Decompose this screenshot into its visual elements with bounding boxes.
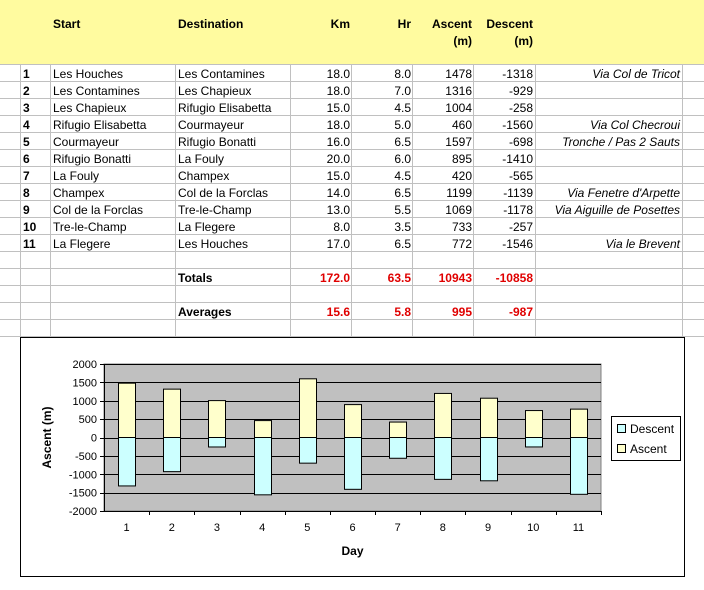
col-header-ascent-unit[interactable]: (m) [453,34,472,48]
descent-cell[interactable]: -698 [508,135,533,149]
descent-cell[interactable]: -1560 [502,118,533,132]
hr-cell[interactable]: 5.5 [394,203,411,217]
y-tick-label: 1500 [72,377,97,390]
hr-cell[interactable]: 7.0 [394,84,411,98]
totals-hr[interactable]: 63.5 [387,271,411,285]
descent-bar[interactable] [390,438,407,459]
averages-descent[interactable]: -987 [508,305,533,319]
descent-bar[interactable] [526,438,543,447]
destination-cell[interactable]: La Fouly [178,152,225,166]
destination-cell[interactable]: Rifugio Bonatti [178,135,257,149]
destination-cell[interactable]: Courmayeur [178,118,245,132]
hr-cell[interactable]: 5.0 [394,118,411,132]
note-cell[interactable] [537,219,680,236]
col-header-hr[interactable]: Hr [397,17,411,31]
km-cell[interactable]: 14.0 [326,186,350,200]
destination-cell[interactable]: Les Chapieux [178,84,252,98]
averages-hr[interactable]: 5.8 [394,305,411,319]
col-header-km[interactable]: Km [330,17,350,31]
descent-cell[interactable]: -1139 [503,186,533,200]
ascent-bar[interactable] [390,422,407,437]
day-cell[interactable]: 7 [23,169,30,183]
hr-cell[interactable]: 6.5 [394,135,411,149]
note-cell[interactable] [537,83,680,100]
destination-cell[interactable]: Tre-le-Champ [178,203,252,217]
day-cell[interactable]: 8 [23,186,30,200]
averages-ascent[interactable]: 995 [451,305,472,319]
note-cell[interactable]: Tronche / Pas 2 Sauts [562,135,680,149]
descent-cell[interactable]: -258 [508,101,533,115]
ascent-bar[interactable] [300,379,317,438]
start-cell[interactable]: Courmayeur [53,135,120,149]
ascent-bar[interactable] [481,398,498,437]
day-cell[interactable]: 6 [23,152,30,166]
hr-cell[interactable]: 6.5 [394,186,411,200]
km-cell[interactable]: 15.0 [326,169,350,183]
totals-km[interactable]: 172.0 [319,271,350,285]
km-cell[interactable]: 18.0 [326,84,350,98]
note-cell[interactable]: Via Aiguille de Posettes [554,203,680,217]
note-cell[interactable]: Via le Brevent [605,237,680,251]
x-tick-label: 3 [213,522,221,534]
legend-swatch-descent [618,425,626,433]
start-cell[interactable]: Champex [53,186,105,200]
descent-cell[interactable]: -1178 [503,203,533,217]
note-cell[interactable] [537,151,680,168]
x-tick-label: 4 [259,522,266,534]
ascent-bar[interactable] [526,411,543,438]
note-cell[interactable]: Via Col de Tricot [592,67,680,81]
ascent-bar[interactable] [345,405,362,438]
x-tick-label: 5 [304,522,311,534]
ascent-descent-chart [21,338,684,576]
destination-cell[interactable]: Les Contamines [178,67,265,81]
descent-bar[interactable] [435,438,452,480]
descent-cell[interactable]: -1318 [502,67,533,81]
descent-cell[interactable]: -1410 [502,152,533,166]
destination-cell[interactable]: Rifugio Elisabetta [178,101,272,115]
x-tick-label: 8 [439,522,446,534]
hr-cell[interactable]: 6.5 [394,237,411,251]
km-cell[interactable]: 13.0 [326,203,350,217]
descent-bar[interactable] [119,438,136,486]
y-tick-label: -1000 [68,469,97,482]
start-cell[interactable]: Les Chapieux [53,101,127,115]
x-tick-label: 7 [394,522,401,534]
km-cell[interactable]: 18.0 [326,67,350,81]
y-tick-label: 2000 [72,359,97,371]
start-cell[interactable]: Les Houches [53,67,124,81]
day-cell[interactable]: 9 [23,203,30,217]
km-cell[interactable]: 8.0 [333,220,350,234]
descent-cell[interactable]: -929 [508,84,533,98]
start-cell[interactable]: La Flegere [53,237,111,251]
ascent-cell[interactable]: 460 [451,118,472,132]
ascent-bar[interactable] [209,401,226,438]
day-cell[interactable]: 11 [23,237,36,251]
x-axis-title: Day [341,544,364,558]
descent-bar[interactable] [481,438,498,481]
x-tick-label: 2 [168,522,175,534]
destination-cell[interactable]: Champex [178,169,230,183]
note-cell[interactable]: Via Col Checroui [590,118,680,132]
hr-cell[interactable]: 8.0 [394,67,411,81]
y-tick-label: -2000 [68,506,97,518]
y-tick-label: 500 [78,414,97,427]
km-cell[interactable]: 18.0 [326,118,350,132]
descent-cell[interactable]: -565 [508,169,533,183]
km-cell[interactable]: 17.0 [326,237,350,251]
destination-cell[interactable]: La Flegere [178,220,236,234]
note-cell[interactable] [537,168,680,185]
descent-bar[interactable] [300,438,317,464]
day-cell[interactable]: 10 [23,220,37,234]
ascent-cell[interactable]: 733 [451,220,472,234]
col-header-descent-unit[interactable]: (m) [514,34,533,48]
y-tick-label: 0 [90,432,97,445]
km-cell[interactable]: 15.0 [326,101,350,115]
ascent-cell[interactable]: 1597 [445,135,472,149]
averages-label[interactable]: Averages [178,305,232,319]
col-header-start[interactable]: Start [53,17,81,31]
day-cell[interactable]: 3 [23,101,30,115]
destination-cell[interactable]: Les Houches [178,237,249,251]
day-cell[interactable]: 5 [23,135,30,149]
hr-cell[interactable]: 6.0 [394,152,411,166]
start-cell[interactable]: Rifugio Bonatti [53,152,132,166]
start-cell[interactable]: La Fouly [53,169,100,183]
descent-bar[interactable] [164,438,181,472]
legend-label-ascent: Ascent [630,442,667,456]
ascent-bar[interactable] [435,393,452,437]
y-axis-title: Ascent (m) [40,406,54,469]
totals-descent[interactable]: -10858 [495,271,533,285]
hr-cell[interactable]: 3.5 [394,220,411,234]
start-cell[interactable]: Rifugio Elisabetta [53,118,147,132]
col-header-descent[interactable]: Descent [486,17,533,31]
descent-bar[interactable] [345,438,362,490]
km-cell[interactable]: 16.0 [326,135,350,149]
ascent-bar[interactable] [119,383,136,437]
note-cell[interactable] [537,100,680,117]
ascent-cell[interactable]: 1199 [446,186,472,200]
ascent-cell[interactable]: 772 [451,237,472,251]
km-cell[interactable]: 20.0 [326,152,350,166]
descent-bar[interactable] [571,438,588,495]
col-header-ascent[interactable]: Ascent [431,17,472,31]
legend-swatch-ascent [618,445,626,453]
day-cell[interactable]: 4 [23,118,30,132]
ascent-bar[interactable] [571,409,588,437]
y-tick-label: -500 [74,450,97,463]
ascent-cell[interactable]: 1004 [445,101,472,115]
ascent-cell[interactable]: 1069 [445,203,472,217]
ascent-bar[interactable] [255,421,272,438]
y-tick-label: -1500 [68,487,97,500]
totals-ascent[interactable]: 10943 [438,271,472,285]
ascent-cell[interactable]: 895 [451,152,472,166]
descent-bar[interactable] [255,438,272,495]
start-cell[interactable]: Tre-le-Champ [53,220,127,234]
day-cell[interactable]: 1 [23,67,30,81]
ascent-cell[interactable]: 1316 [445,84,472,98]
descent-cell[interactable]: -257 [508,220,533,234]
day-cell[interactable]: 2 [23,84,30,98]
x-tick-label: 9 [484,522,492,534]
ascent-cell[interactable]: 1478 [445,67,472,81]
x-tick-label: 1 [123,522,130,534]
averages-km[interactable]: 15.6 [326,305,350,319]
note-cell[interactable]: Via Fenetre d'Arpette [567,186,680,200]
descent-cell[interactable]: -1546 [502,237,533,251]
header-band [0,0,704,64]
totals-label[interactable]: Totals [178,271,213,285]
x-tick-label: 10 [527,522,540,534]
ascent-bar[interactable] [164,389,181,437]
chart-object[interactable] [20,337,685,577]
x-tick-label: 6 [349,522,356,534]
x-tick-label: 11 [572,522,585,534]
descent-bar[interactable] [209,438,226,447]
destination-cell[interactable]: Col de la Forclas [178,186,269,200]
hr-cell[interactable]: 4.5 [394,101,411,115]
ascent-cell[interactable]: 420 [451,169,472,183]
start-cell[interactable]: Col de la Forclas [53,203,144,217]
legend-label-descent: Descent [630,422,675,436]
start-cell[interactable]: Les Contamines [53,84,140,98]
col-header-destination[interactable]: Destination [178,17,244,31]
hr-cell[interactable]: 4.5 [394,169,411,183]
y-tick-label: 1000 [72,395,97,408]
